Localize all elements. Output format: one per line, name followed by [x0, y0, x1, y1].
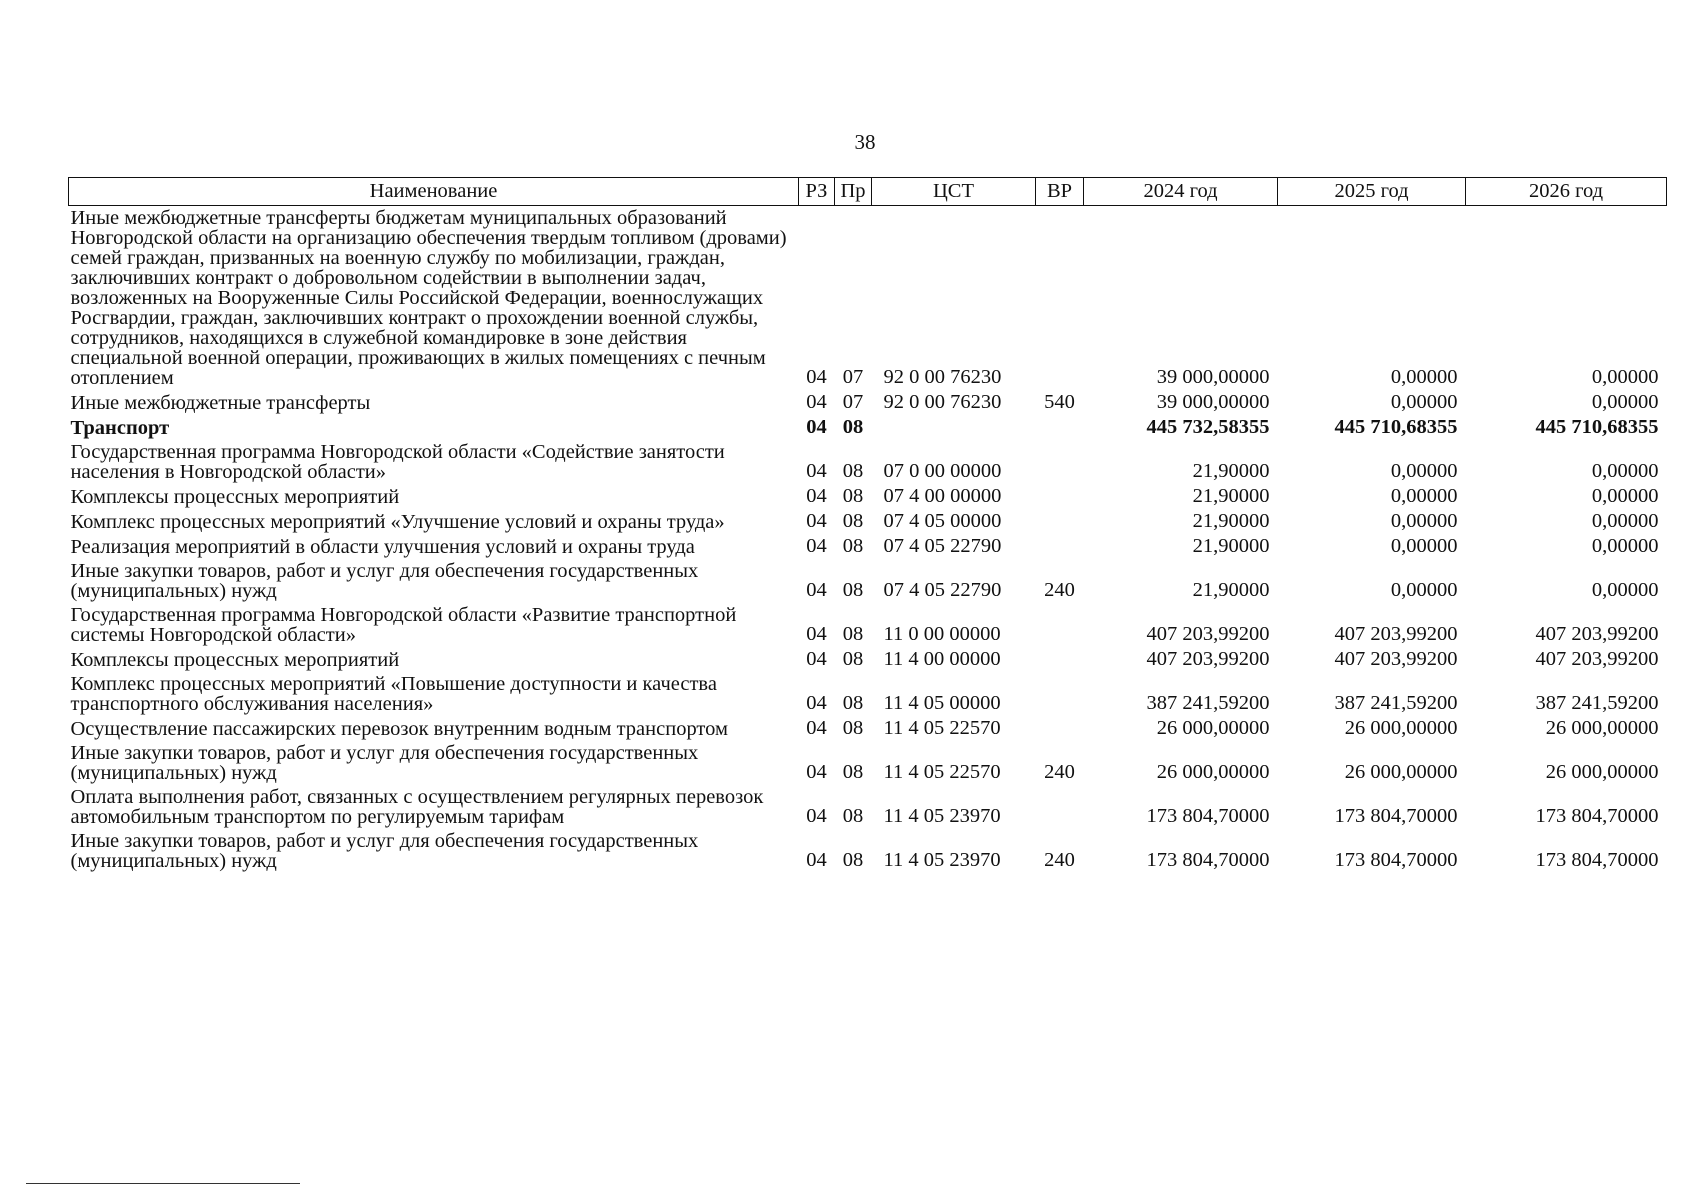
- row-value-2026: 0,00000: [1591, 391, 1659, 413]
- header-vr: ВР: [1036, 178, 1084, 206]
- row-rz: 04: [806, 717, 827, 739]
- row-value-2024: 26 000,00000: [1156, 761, 1270, 783]
- table-row: [69, 390, 1667, 415]
- row-rz: 04: [806, 535, 827, 557]
- row-vr: 240: [1044, 849, 1075, 871]
- row-pr: 08: [842, 805, 864, 827]
- row-name: Комплексы процессных мероприятий: [70, 649, 400, 671]
- row-pr: 07: [842, 366, 864, 388]
- row-cst: 07 4 00 00000: [883, 485, 1002, 507]
- row-rz: 04: [806, 849, 827, 871]
- row-cst: 07 0 00 00000: [883, 460, 1002, 482]
- row-value-2026: 0,00000: [1591, 460, 1659, 482]
- row-name: Комплекс процессных мероприятий «Повышение доступности и качества транспортного обслуживания населения»: [70, 673, 717, 715]
- row-pr: 08: [842, 460, 864, 482]
- row-pr: 08: [842, 717, 864, 739]
- row-value-2024: 26 000,00000: [1156, 717, 1270, 739]
- row-value-2024: 173 804,70000: [1146, 849, 1270, 871]
- row-vr: 540: [1044, 391, 1075, 413]
- row-name: Иные закупки товаров, работ и услуг для обеспечения государственных (муниципальных) нужд: [70, 830, 699, 872]
- row-vr: 240: [1044, 579, 1075, 601]
- row-vr: [1036, 484, 1084, 509]
- table-row: [69, 509, 1667, 534]
- row-name: Иные межбюджетные трансферты: [70, 392, 371, 414]
- header-2025: 2025 год: [1278, 178, 1466, 206]
- row-name: Государственная программа Новгородской области «Содействие занятости населения в Новгородской области»: [70, 441, 725, 483]
- row-value-2026: 173 804,70000: [1535, 849, 1659, 871]
- row-cst: 07 4 05 22790: [883, 535, 1002, 557]
- row-name: Иные закупки товаров, работ и услуг для обеспечения государственных (муниципальных) нужд: [70, 742, 699, 784]
- header-name: Наименование: [69, 178, 799, 206]
- row-pr: 08: [842, 849, 864, 871]
- row-value-2026: 0,00000: [1591, 535, 1659, 557]
- row-pr: 08: [842, 485, 864, 507]
- table-row: [69, 647, 1667, 672]
- row-vr: [1036, 534, 1084, 559]
- row-vr: [1036, 206, 1084, 391]
- table-row: [69, 672, 1667, 716]
- row-pr: 08: [842, 692, 864, 714]
- row-pr: 07: [842, 391, 864, 413]
- row-cst: 07 4 05 22790: [883, 579, 1002, 601]
- table-row: [69, 559, 1667, 603]
- row-rz: 04: [806, 805, 827, 827]
- table-row: [69, 741, 1667, 785]
- row-cst: [872, 415, 1036, 440]
- row-value-2026: 0,00000: [1591, 510, 1659, 532]
- row-value-2026: 445 710,68355: [1535, 416, 1659, 438]
- row-value-2025: 0,00000: [1390, 579, 1458, 601]
- row-value-2024: 445 732,58355: [1146, 416, 1270, 438]
- row-cst: 92 0 00 76230: [883, 366, 1002, 388]
- row-value-2024: 21,90000: [1192, 510, 1270, 532]
- row-name: Осуществление пассажирских перевозок внутренним водным транспортом: [70, 718, 728, 740]
- row-value-2024: 39 000,00000: [1156, 366, 1270, 388]
- row-name: Комплексы процессных мероприятий: [70, 486, 400, 508]
- row-value-2026: 0,00000: [1591, 579, 1659, 601]
- row-vr: [1036, 415, 1084, 440]
- row-value-2026: 407 203,99200: [1535, 623, 1659, 645]
- row-value-2026: 26 000,00000: [1545, 717, 1659, 739]
- table-header-row: [69, 178, 1667, 206]
- row-name: Иные закупки товаров, работ и услуг для обеспечения государственных (муниципальных) нужд: [70, 560, 699, 602]
- row-rz: 04: [806, 761, 827, 783]
- table-row: [69, 603, 1667, 647]
- row-vr: 240: [1044, 761, 1075, 783]
- row-name: Государственная программа Новгородской области «Развитие транспортной системы Новгородской области»: [70, 604, 737, 646]
- row-cst: 11 4 05 23970: [883, 849, 1001, 871]
- row-rz: 04: [806, 366, 827, 388]
- row-pr: 08: [842, 535, 864, 557]
- row-cst: 11 4 05 22570: [883, 761, 1001, 783]
- header-pr: Пр: [835, 178, 872, 206]
- row-vr: [1036, 716, 1084, 741]
- row-cst: 11 4 05 00000: [883, 692, 1001, 714]
- footnote-divider: [26, 1183, 300, 1184]
- row-value-2025: 0,00000: [1390, 535, 1458, 557]
- row-vr: [1036, 785, 1084, 829]
- table-row: [69, 440, 1667, 484]
- row-vr: [1036, 647, 1084, 672]
- table-row: [69, 829, 1667, 873]
- row-pr: 08: [842, 648, 864, 670]
- row-name: Иные межбюджетные трансферты бюджетам муниципальных образований Новгородской области на организацию обеспечения твердым топливом (дровами) семей граждан, призванных на военную службу по мобилизации, граждан, заключивших контракт о добровольном содействии в выполнении задач, возложенных на Вооруженные Силы Российской Федерации, военнослужащих Росгвардии, граждан, заключивших контракт о прохождении военной службы, сотрудников, находящихся в служебной командировке в зоне действия специальной военной операции, проживающих в жилых помещениях с печным отоплением: [70, 207, 787, 389]
- row-value-2026: 173 804,70000: [1535, 805, 1659, 827]
- row-value-2025: 445 710,68355: [1334, 416, 1458, 438]
- table-row: [69, 206, 1667, 391]
- row-value-2026: 0,00000: [1591, 366, 1659, 388]
- row-value-2026: 407 203,99200: [1535, 648, 1659, 670]
- row-value-2024: 407 203,99200: [1146, 623, 1270, 645]
- row-name: Комплекс процессных мероприятий «Улучшение условий и охраны труда»: [70, 511, 725, 533]
- row-name: Оплата выполнения работ, связанных с осуществлением регулярных перевозок автомобильным транспортом по регулируемым тарифам: [70, 786, 764, 828]
- row-value-2025: 173 804,70000: [1334, 805, 1458, 827]
- row-vr: [1036, 440, 1084, 484]
- row-value-2025: 0,00000: [1390, 510, 1458, 532]
- table-row: [69, 415, 1667, 440]
- row-value-2025: 407 203,99200: [1334, 623, 1458, 645]
- row-vr: [1036, 672, 1084, 716]
- row-cst: 07 4 05 00000: [883, 510, 1002, 532]
- row-rz: 04: [806, 510, 827, 532]
- row-value-2025: 0,00000: [1390, 391, 1458, 413]
- row-value-2024: 407 203,99200: [1146, 648, 1270, 670]
- header-2024: 2024 год: [1084, 178, 1278, 206]
- row-rz: 04: [806, 623, 827, 645]
- table-row: [69, 484, 1667, 509]
- page-number: 38: [854, 130, 876, 154]
- row-value-2025: 407 203,99200: [1334, 648, 1458, 670]
- row-rz: 04: [806, 416, 827, 438]
- row-vr: [1036, 509, 1084, 534]
- table-row: [69, 716, 1667, 741]
- row-value-2026: 26 000,00000: [1545, 761, 1659, 783]
- row-value-2025: 26 000,00000: [1344, 761, 1458, 783]
- row-value-2024: 21,90000: [1192, 535, 1270, 557]
- row-value-2025: 26 000,00000: [1344, 717, 1458, 739]
- row-value-2025: 387 241,59200: [1334, 692, 1458, 714]
- table-row: [69, 785, 1667, 829]
- row-cst: 11 4 05 22570: [883, 717, 1001, 739]
- row-name: Реализация мероприятий в области улучшения условий и охраны труда: [70, 536, 695, 558]
- row-pr: 08: [842, 579, 864, 601]
- budget-table: [68, 177, 1667, 873]
- row-rz: 04: [806, 692, 827, 714]
- row-cst: 92 0 00 76230: [883, 391, 1002, 413]
- row-pr: 08: [842, 416, 864, 438]
- row-value-2026: 0,00000: [1591, 485, 1659, 507]
- table-body: [69, 206, 1667, 874]
- row-cst: 11 4 05 23970: [883, 805, 1001, 827]
- row-value-2024: 173 804,70000: [1146, 805, 1270, 827]
- header-2026: 2026 год: [1466, 178, 1667, 206]
- row-value-2025: 0,00000: [1390, 460, 1458, 482]
- row-value-2025: 0,00000: [1390, 366, 1458, 388]
- row-vr: [1036, 603, 1084, 647]
- row-name: Транспорт: [70, 417, 170, 439]
- header-rz: РЗ: [799, 178, 835, 206]
- row-cst: 11 0 00 00000: [883, 623, 1001, 645]
- row-value-2026: 387 241,59200: [1535, 692, 1659, 714]
- header-cst: ЦСТ: [872, 178, 1036, 206]
- row-rz: 04: [806, 460, 827, 482]
- row-value-2025: 173 804,70000: [1334, 849, 1458, 871]
- row-value-2024: 39 000,00000: [1156, 391, 1270, 413]
- table-row: [69, 534, 1667, 559]
- row-pr: 08: [842, 761, 864, 783]
- row-value-2024: 387 241,59200: [1146, 692, 1270, 714]
- row-value-2024: 21,90000: [1192, 460, 1270, 482]
- row-value-2024: 21,90000: [1192, 485, 1270, 507]
- row-rz: 04: [806, 391, 827, 413]
- row-rz: 04: [806, 579, 827, 601]
- row-cst: 11 4 00 00000: [883, 648, 1001, 670]
- row-rz: 04: [806, 485, 827, 507]
- row-value-2024: 21,90000: [1192, 579, 1270, 601]
- row-pr: 08: [842, 510, 864, 532]
- row-rz: 04: [806, 648, 827, 670]
- row-pr: 08: [842, 623, 864, 645]
- row-value-2025: 0,00000: [1390, 485, 1458, 507]
